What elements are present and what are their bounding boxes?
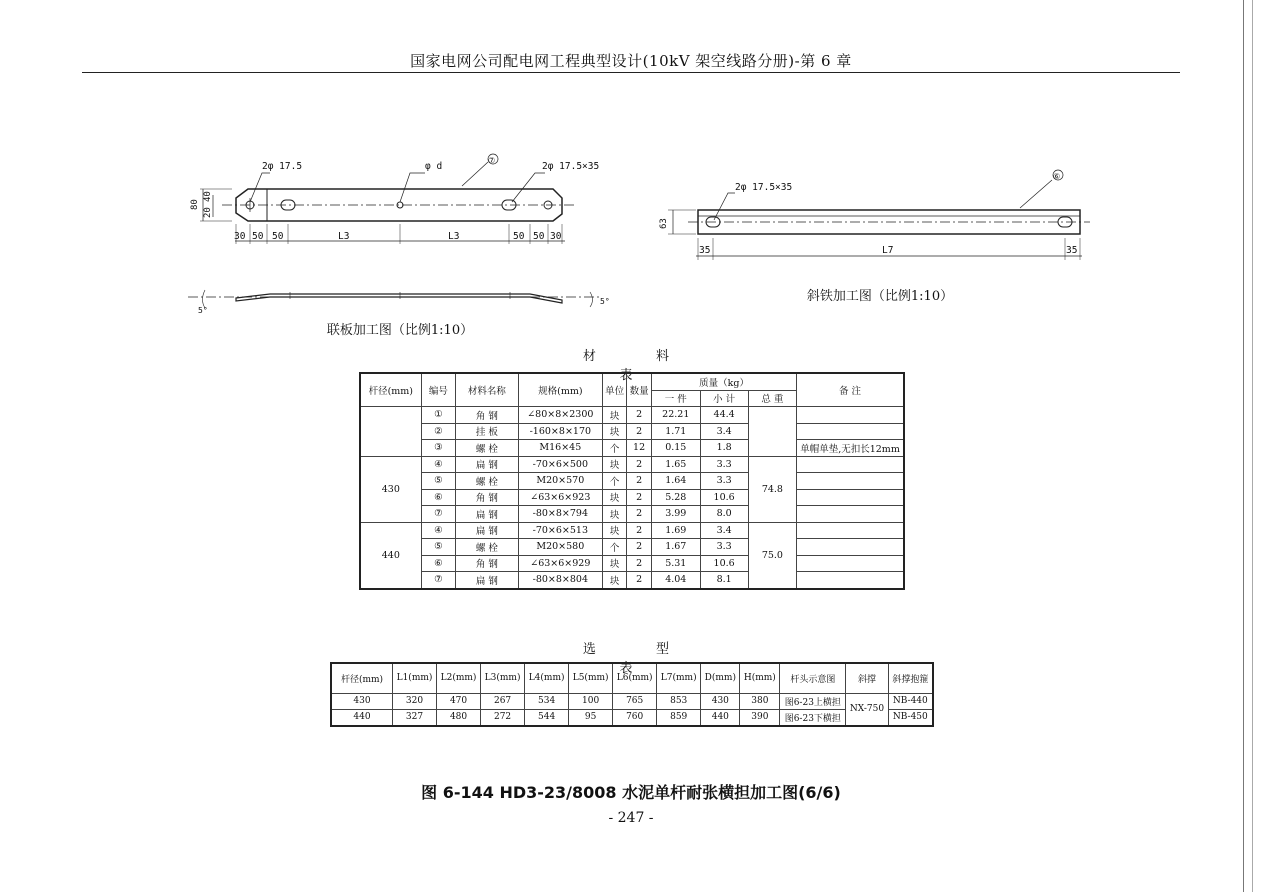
cell-name: 挂 板: [456, 423, 518, 440]
cell-each: 1.67: [652, 539, 700, 556]
col-clamp: 斜撑抱箍: [888, 663, 933, 693]
cell-no: ⑥: [421, 555, 456, 572]
col-l1: L1(mm): [393, 663, 437, 693]
cell-qty: 2: [627, 423, 652, 440]
cell-remark: [797, 473, 904, 490]
cell-diagram: 图6-23上横担: [780, 693, 846, 709]
cell-l7: 859: [657, 709, 701, 726]
cell-unit: 块: [603, 489, 627, 506]
col-brace: 斜撑: [846, 663, 888, 693]
cell-l4: 544: [525, 709, 569, 726]
cell-unit: 块: [603, 572, 627, 589]
cell-subtotal: 3.4: [700, 522, 748, 539]
label-hole-mid: φ d: [425, 161, 443, 172]
cell-remark: [797, 539, 904, 556]
cell-qty: 2: [627, 506, 652, 523]
cell-unit: 块: [603, 423, 627, 440]
cell-l2: 480: [437, 709, 481, 726]
cell-total: 75.0: [748, 522, 796, 589]
cell-h: 380: [740, 693, 780, 709]
cell-qty: 2: [627, 522, 652, 539]
label-dim-50d: 50: [533, 231, 545, 242]
cell-pole: 430: [331, 693, 393, 709]
cell-each: 1.69: [652, 522, 700, 539]
header-divider: [82, 72, 1180, 73]
label-height-80: 80: [190, 199, 200, 210]
cell-spec: ∠63×6×929: [518, 555, 603, 572]
cell-subtotal: 3.3: [700, 539, 748, 556]
col-name: 材料名称: [456, 373, 518, 407]
col-pole: 杆径(mm): [360, 373, 421, 407]
col-unit: 单位: [603, 373, 627, 407]
table-row: [360, 572, 904, 589]
cell-subtotal: 8.1: [700, 572, 748, 589]
cell-no: ⑤: [421, 473, 456, 490]
label-dim-l7: L7: [882, 245, 894, 256]
col-subtotal: 小 计: [700, 390, 748, 407]
cell-no: ②: [421, 423, 456, 440]
col-spec: 规格(mm): [518, 373, 603, 407]
cell-no: ⑦: [421, 572, 456, 589]
cell-name: 角 钢: [456, 407, 518, 424]
cell-total: [748, 407, 796, 457]
cell-subtotal: 10.6: [700, 555, 748, 572]
col-l2: L2(mm): [437, 663, 481, 693]
cell-l3: 272: [481, 709, 525, 726]
material-table: [359, 372, 905, 590]
cell-spec: M16×45: [518, 440, 603, 457]
label-dim-30a: 30: [234, 231, 246, 242]
cell-no: ⑤: [421, 539, 456, 556]
col-diagram: 杆头示意图: [780, 663, 846, 693]
col-pole: 杆径(mm): [331, 663, 393, 693]
cell-subtotal: 1.8: [700, 440, 748, 457]
cell-unit: 块: [603, 522, 627, 539]
cell-qty: 12: [627, 440, 652, 457]
label-dim-30b: 30: [550, 231, 562, 242]
cell-unit: 块: [603, 456, 627, 473]
table-row: [360, 539, 904, 556]
cell-h: 390: [740, 709, 780, 726]
label-angle-left: 5°: [198, 306, 208, 315]
label-dim-50c: 50: [513, 231, 525, 242]
cell-qty: 2: [627, 407, 652, 424]
col-l6: L6(mm): [613, 663, 657, 693]
cell-pole: [360, 407, 421, 457]
cell-subtotal: 44.4: [700, 407, 748, 424]
cell-each: 0.15: [652, 440, 700, 457]
cell-name: 螺 栓: [456, 440, 518, 457]
col-h: H(mm): [740, 663, 780, 693]
cell-remark: [797, 456, 904, 473]
cell-spec: ∠63×6×923: [518, 489, 603, 506]
cell-no: ④: [421, 522, 456, 539]
cell-l1: 327: [393, 709, 437, 726]
label-part-7: ⑦: [488, 156, 496, 165]
cell-d: 430: [701, 693, 740, 709]
col-l4: L4(mm): [525, 663, 569, 693]
cell-spec: -70×6×513: [518, 522, 603, 539]
cell-no: ①: [421, 407, 456, 424]
cell-l6: 765: [613, 693, 657, 709]
cell-remark: [797, 489, 904, 506]
cell-clamp: NB-440: [888, 693, 933, 709]
cell-qty: 2: [627, 456, 652, 473]
label-height-40: 40: [203, 191, 213, 202]
cell-l5: 100: [569, 693, 613, 709]
cell-unit: 块: [603, 555, 627, 572]
cell-pole: 440: [360, 522, 421, 589]
page-header-title: 国家电网公司配电网工程典型设计(10kV 架空线路分册)-第 6 章: [410, 52, 852, 70]
col-d: D(mm): [701, 663, 740, 693]
cell-spec: M20×570: [518, 473, 603, 490]
cell-each: 1.65: [652, 456, 700, 473]
cell-name: 角 钢: [456, 555, 518, 572]
cell-l1: 320: [393, 693, 437, 709]
cell-subtotal: 3.3: [700, 473, 748, 490]
label-brace-hole: 2φ 17.5×35: [735, 182, 793, 193]
col-l7: L7(mm): [657, 663, 701, 693]
cell-unit: 个: [603, 473, 627, 490]
table-row: [360, 423, 904, 440]
link-plate-side-view: [236, 294, 562, 303]
label-part-6: ⑥: [1053, 172, 1061, 181]
selection-table: [330, 662, 934, 727]
figure-title: 图 6-144 HD3-23/8008 水泥单杆耐张横担加工图(6/6): [421, 783, 841, 802]
cell-name: 角 钢: [456, 489, 518, 506]
cell-spec: -80×8×804: [518, 572, 603, 589]
cell-name: 螺 栓: [456, 539, 518, 556]
cell-spec: -160×8×170: [518, 423, 603, 440]
page-number: - 247 -: [608, 810, 654, 826]
table-row: [360, 522, 904, 539]
cell-spec: M20×580: [518, 539, 603, 556]
col-mass: 质量（kg）: [652, 373, 797, 390]
col-l3: L3(mm): [481, 663, 525, 693]
cell-each: 1.71: [652, 423, 700, 440]
col-remark: 备 注: [797, 373, 904, 407]
table-row: [360, 555, 904, 572]
cell-no: ⑦: [421, 506, 456, 523]
cell-l5: 95: [569, 709, 613, 726]
cell-d: 440: [701, 709, 740, 726]
cell-remark: [797, 522, 904, 539]
cell-unit: 个: [603, 440, 627, 457]
table-row: [360, 440, 904, 457]
cell-name: 扁 钢: [456, 522, 518, 539]
cell-no: ④: [421, 456, 456, 473]
cell-name: 螺 栓: [456, 473, 518, 490]
label-angle-right: 5°: [600, 297, 610, 306]
cell-brace: NX-750: [846, 693, 888, 726]
cell-spec: ∠80×8×2300: [518, 407, 603, 424]
cell-remark: [797, 423, 904, 440]
caption-link-plate: 联板加工图（比例1:10）: [326, 323, 474, 338]
label-dim-50b: 50: [272, 231, 284, 242]
cell-l6: 760: [613, 709, 657, 726]
cell-unit: 块: [603, 506, 627, 523]
material-table-title: 材 料 表: [582, 349, 698, 383]
label-dim-35b: 35: [1066, 245, 1078, 256]
cell-subtotal: 3.3: [700, 456, 748, 473]
cell-no: ③: [421, 440, 456, 457]
col-qty: 数量: [627, 373, 652, 407]
table-row: [360, 473, 904, 490]
cell-remark: [797, 572, 904, 589]
table-row: [360, 407, 904, 424]
cell-qty: 2: [627, 473, 652, 490]
table-row: [360, 506, 904, 523]
selection-table-title: 选 型 表: [582, 642, 698, 676]
col-each: 一 件: [652, 390, 700, 407]
cell-qty: 2: [627, 572, 652, 589]
cell-name: 扁 钢: [456, 506, 518, 523]
cell-l4: 534: [525, 693, 569, 709]
table-row: [331, 709, 933, 726]
cell-pole: 430: [360, 456, 421, 522]
label-height-63: 63: [659, 218, 669, 229]
cell-qty: 2: [627, 489, 652, 506]
cell-name: 扁 钢: [456, 456, 518, 473]
cell-name: 扁 钢: [456, 572, 518, 589]
col-total: 总 重: [748, 390, 796, 407]
table-row: [360, 489, 904, 506]
col-l5: L5(mm): [569, 663, 613, 693]
cell-subtotal: 10.6: [700, 489, 748, 506]
col-no: 编号: [421, 373, 456, 407]
cell-total: 74.8: [748, 456, 796, 522]
cell-subtotal: 8.0: [700, 506, 748, 523]
label-height-20: 20: [203, 207, 213, 218]
cell-spec: -70×6×500: [518, 456, 603, 473]
cell-remark: [797, 407, 904, 424]
table-row: [331, 693, 933, 709]
cell-remark: 单帽单垫,无扣长12mm: [797, 440, 904, 457]
label-hole-left: 2φ 17.5: [262, 161, 303, 172]
cell-each: 3.99: [652, 506, 700, 523]
cell-each: 5.28: [652, 489, 700, 506]
cell-remark: [797, 506, 904, 523]
cell-no: ⑥: [421, 489, 456, 506]
label-dim-l3a: L3: [338, 231, 350, 242]
cell-qty: 2: [627, 539, 652, 556]
cell-remark: [797, 555, 904, 572]
label-dim-l3b: L3: [448, 231, 460, 242]
cell-each: 4.04: [652, 572, 700, 589]
caption-brace: 斜铁加工图（比例1:10）: [806, 289, 954, 304]
table-row: [360, 456, 904, 473]
cell-clamp: NB-450: [888, 709, 933, 726]
cell-pole: 440: [331, 709, 393, 726]
cell-unit: 块: [603, 407, 627, 424]
cell-qty: 2: [627, 555, 652, 572]
cell-l2: 470: [437, 693, 481, 709]
cell-unit: 个: [603, 539, 627, 556]
page-border-right-outer: [1252, 0, 1253, 892]
cell-each: 1.64: [652, 473, 700, 490]
cell-l7: 853: [657, 693, 701, 709]
label-dim-35a: 35: [699, 245, 711, 256]
cell-each: 5.31: [652, 555, 700, 572]
label-hole-right: 2φ 17.5×35: [542, 161, 600, 172]
cell-diagram: 图6-23下横担: [780, 709, 846, 726]
label-dim-50a: 50: [252, 231, 264, 242]
cell-spec: -80×8×794: [518, 506, 603, 523]
cell-subtotal: 3.4: [700, 423, 748, 440]
processing-drawings: [0, 140, 1262, 345]
page-border-right: [1243, 0, 1244, 892]
cell-each: 22.21: [652, 407, 700, 424]
cell-l3: 267: [481, 693, 525, 709]
